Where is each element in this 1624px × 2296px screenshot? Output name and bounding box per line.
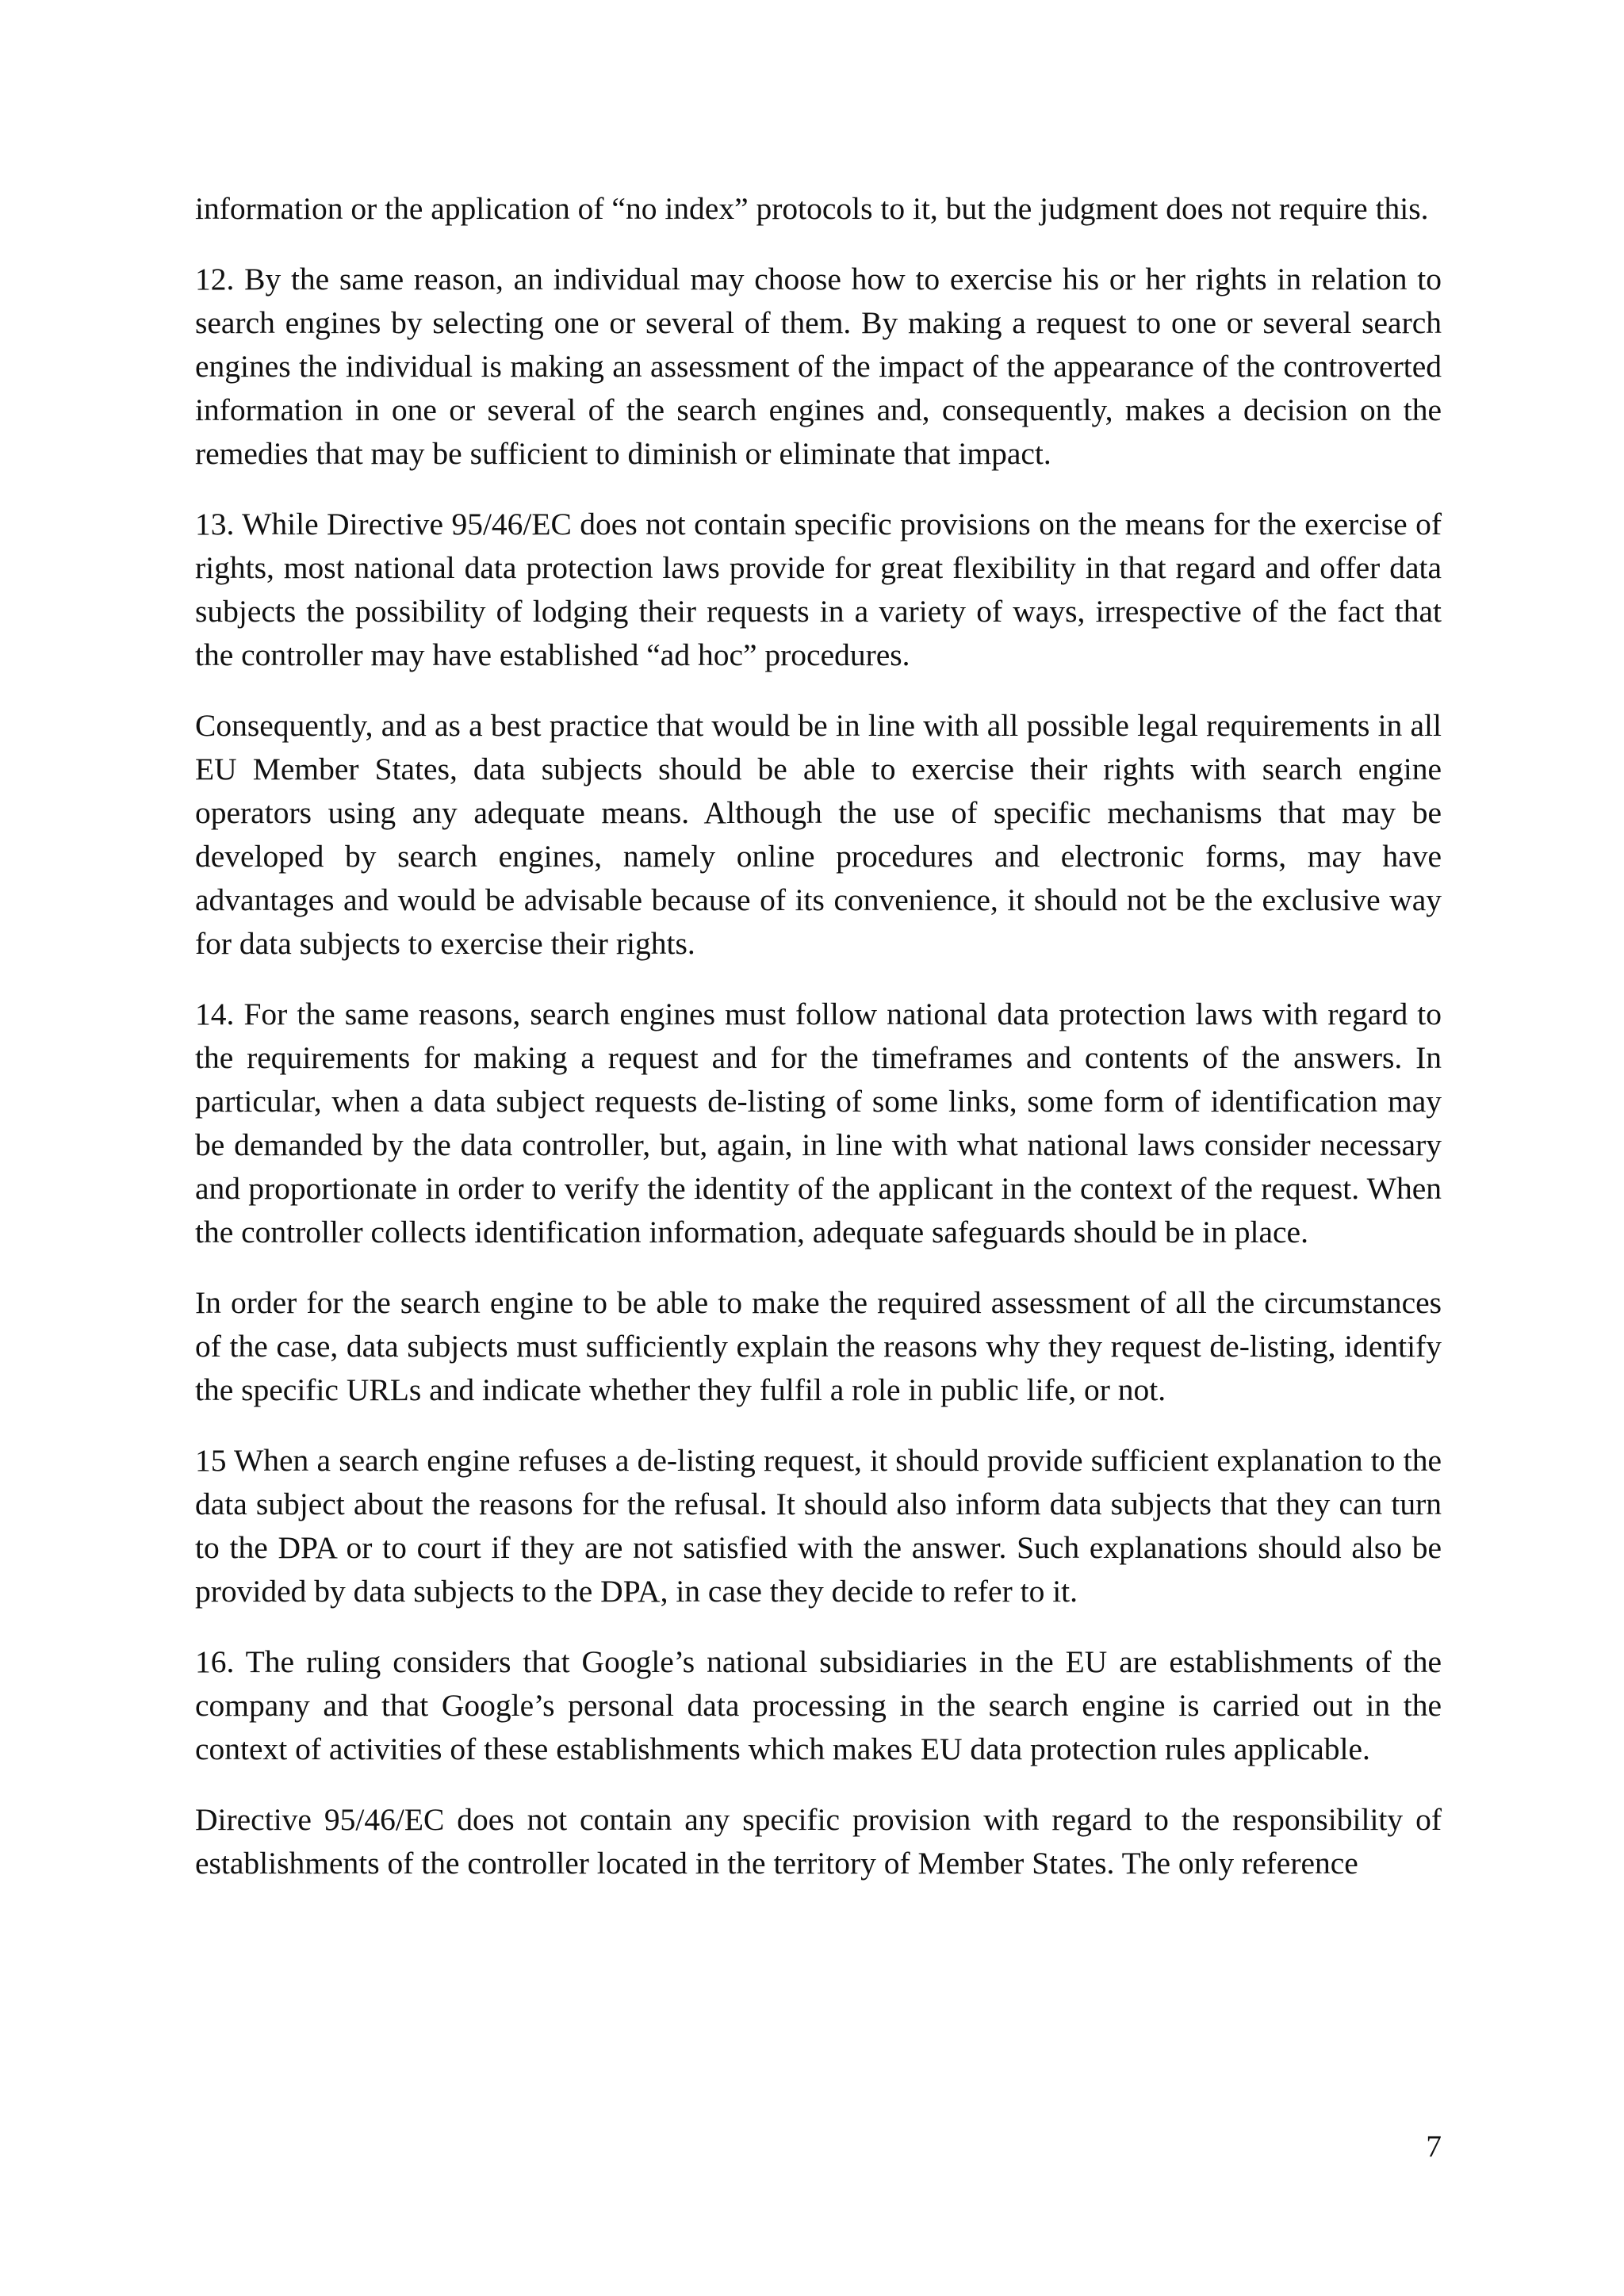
paragraph-continuation: information or the application of “no index” protocols to it, but the judgment does not require this. [195, 191, 1429, 226]
paragraph-14-assessment: In order for the search engine to be able to make the required assessment of all the circumstances of the case, data subjects must sufficiently explain the reasons why they request de-listing, identify the specific URLs and indicate whether they fulfil a role in public life, or not. [195, 1285, 1442, 1407]
paragraph-16-directive: Directive 95/46/EC does not contain any specific provision with regard to the responsibility of establishments of the controller located in the territory of Member States. The only reference [195, 1802, 1442, 1881]
paragraph-13: 13. While Directive 95/46/EC does not contain specific provisions on the means for the exercise of rights, most national data protection laws provide for great flexibility in that regard and offer data subjects the possibility of lodging their requests in a variety of ways, irrespective of the fact that the controller may have established “ad hoc” procedures. [195, 507, 1442, 672]
paragraph-12: 12. By the same reason, an individual may choose how to exercise his or her rights in relation to search engines by selecting one or several of them. By making a request to one or several search engines the individual is making an assessment of the impact of the appearance of the controverted information in one or several of the search engines and, consequently, makes a decision on the remedies that may be sufficient to diminish or eliminate that impact. [195, 262, 1442, 471]
paragraph-14: 14. For the same reasons, search engines must follow national data protection laws with regard to the requirements for making a request and for the timeframes and contents of the answers. In particular, when a data subject requests de-listing of some links, some form of identification may be demanded by the data controller, but, again, in line with what national laws consider necessary and proportionate in order to verify the identity of the applicant in the context of the request. When the controller collects identification information, adequate safeguards should be in place. [195, 997, 1442, 1249]
paragraph-16: 16. The ruling considers that Google’s national subsidiaries in the EU are establishments of the company and that Google’s personal data processing in the search engine is carried out in the context of activities of these establishments which makes EU data protection rules applicable. [195, 1644, 1442, 1766]
paragraph-13-best-practice: Consequently, and as a best practice that would be in line with all possible legal requirements in all EU Member States, data subjects should be able to exercise their rights with search engine operators using any adequate means. Although the use of specific mechanisms that may be developed by search engines, namely online procedures and electronic forms, may have advantages and would be advisable because of its convenience, it should not be the exclusive way for data subjects to exercise their rights. [195, 708, 1442, 961]
paragraph-15: 15 When a search engine refuses a de-listing request, it should provide sufficient explanation to the data subject about the reasons for the refusal. It should also inform data subjects that they can turn to the DPA or to court if they are not satisfied with the answer. Such explanations should also be provided by data subjects to the DPA, in case they decide to refer to it. [195, 1443, 1442, 1609]
page-number: 7 [1426, 2129, 1442, 2164]
body-text [195, 187, 1442, 1912]
